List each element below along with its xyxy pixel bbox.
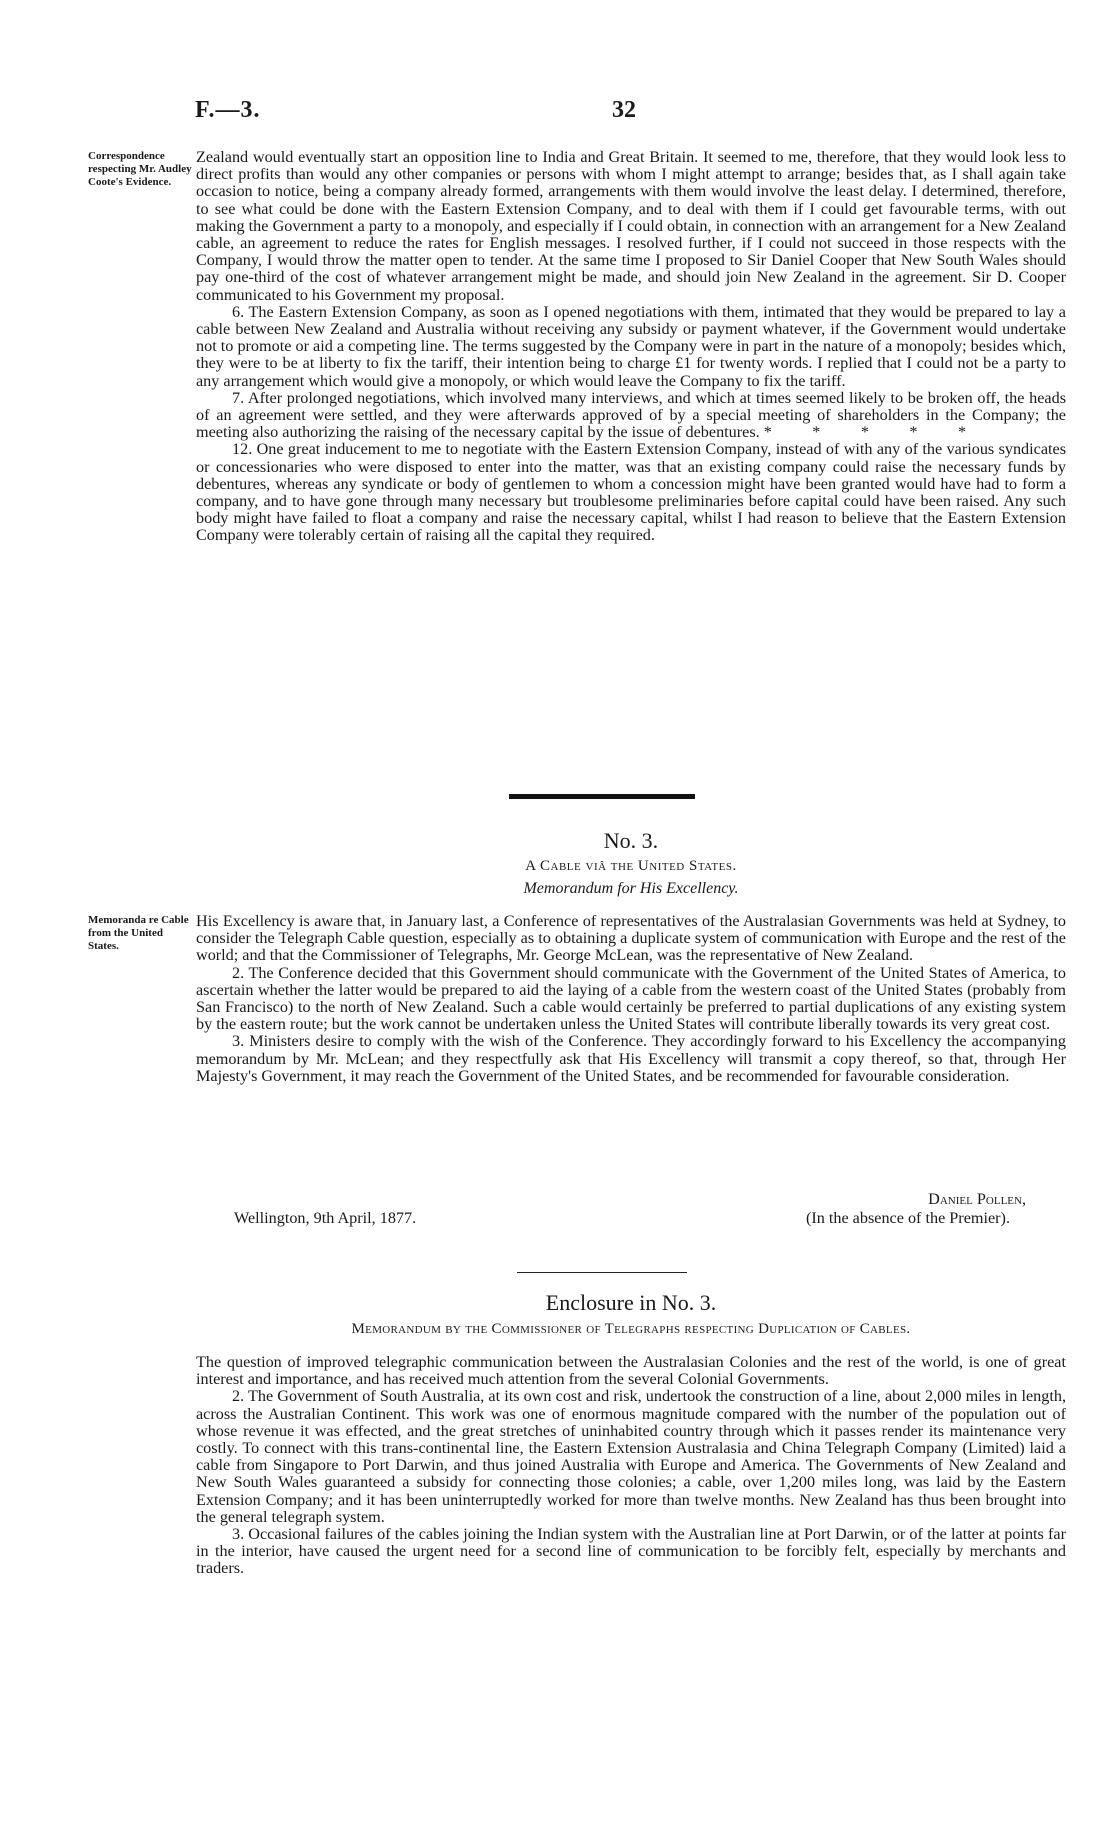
paragraph-7-text: 7. After prolonged negotiations, which involved many interviews, and which at times seemed likely to be broken off, the heads of an agreement were settled, and they were afterwards approved of by a special meeting of shareholders in the Company; the meeting also authorizing the raising of the necessary capital by the issue of debentures.	[196, 388, 1066, 442]
page-header	[0, 97, 1114, 127]
enclosure-paragraph-3: 3. Occasional failures of the cables joining the Indian system with the Australian line at Port Darwin, or of the latter at points far in the interior, have caused the urgent need for a second line of communication to be forcibly felt, especially by merchants and traders.	[196, 1525, 1066, 1578]
section-divider	[509, 794, 695, 799]
memorandum-heading: Memorandum for His Excellency.	[523, 880, 739, 897]
section-memorandum	[196, 913, 1066, 1085]
signature-name-line	[196, 1191, 1066, 1209]
page-number: 32	[612, 97, 636, 123]
memo-paragraph-1: His Excellency is aware that, in January last, a Conference of representatives of the Australasian Governments was held at Sydney, to consider the Telegraph Cable question, especially as to obtaining a duplicate system of communication with Europe and the rest of the world; and that the Commissioner of Telegraphs, Mr. George McLean, was the representative of New Zealand.	[196, 912, 1066, 965]
memo-paragraph-3: 3. Ministers desire to comply with the wish of the Conference. They accordingly forward to his Excellency the accompanying memorandum by Mr. McLean; and they respectfully ask that His Excellency will transmit a copy thereof, so that, through Her Majesty's Government, it may reach the Government of the United States, and be recommended for favourable consideration.	[196, 1032, 1066, 1085]
signature-date-line	[196, 1210, 1066, 1228]
enclosure-divider	[517, 1272, 687, 1273]
signatory-name: Daniel Pollen,	[928, 1190, 1026, 1208]
signatory-role: (In the absence of the Premier).	[805, 1209, 1010, 1227]
section-enclosure	[196, 1354, 1066, 1578]
paper-reference: F.—3.	[195, 97, 261, 123]
paragraph-7	[196, 390, 1066, 442]
paragraph-12: 12. One great inducement to me to negotiate with the Eastern Extension Company, instead of with any of the various syndicates or concessionaries who were disposed to enter into the matter, was that an existing company could raise the necessary funds by debentures, whereas any syndicate or body of gentlemen to whom a concession might have been granted would have had to form a company, and to have gone through many necessary but troublesome preliminaries before capital could have been raised. Any such body might have failed to float a company and raise the necessary capital, whilst I had reason to believe that the Eastern Extension Company were tolerably certain of raising all the capital they required.	[196, 440, 1066, 545]
margin-note-us-cable: Memoranda re Cable from the United States.	[88, 914, 189, 952]
section-correspondence	[196, 149, 1066, 545]
place-date: Wellington, 9th April, 1877.	[234, 1209, 417, 1227]
enclosure-paragraph-2: 2. The Government of South Australia, at its own cost and risk, undertook the construction of a line, about 2,000 miles in length, across the Australian Continent. This work was one of enormous magnitude compared with the number of the population out of whose revenue it was effected, and the great stretches of uninhabited country through which it passes render its maintenance very costly. To connect with this trans-continental line, the Eastern Extension Australasia and China Telegraph Company (Limited) laid a cable from Singapore to Port Darwin, and thus joined Australia with Europe and America. The Governments of New Zealand and New South Wales guaranteed a subsidy for connecting those colonies; a cable, over 1,200 miles long, was laid by the Eastern Extension Company; and it has been uninterruptedly worked for more than twelve months. New Zealand has thus been brought into the general telegraph system.	[196, 1387, 1066, 1526]
enclosure-title: Enclosure in No. 3.	[545, 1290, 717, 1315]
memo-paragraph-2: 2. The Conference decided that this Government should communicate with the Government of the United States of America, to ascertain whether the latter would be prepared to aid the laying of a cable from the western coast of the United States (probably from San Francisco) to the north of New Zealand. Such a cable would certainly be preferred to partial duplications of any existing system by the eastern route; but the work cannot be undertaken unless the United States will contribute liberally towards its very great cost.	[196, 963, 1066, 1034]
paragraph-6: 6. The Eastern Extension Company, as soon as I opened negotiations with them, intimated that they would be prepared to lay a cable between New Zealand and Australia without receiving any subsidy or payment whatever, if the Government would undertake not to promote or aid a competing line. The terms suggested by the Company were in part in the nature of a monopoly; besides which, they were to be at liberty to fix the tariff, their intention being to charge £1 for twenty words. I replied that I could not be a party to any arrangement which would give a monopoly, or which would leave the Company to fix the tariff.	[196, 302, 1066, 390]
margin-note-coote: Correspondence respecting Mr. Audley Coote's Evidence.	[88, 150, 192, 188]
ellipsis-stars: * * * * *	[763, 423, 967, 442]
enclosure-paragraph-1: The question of improved telegraphic communication between the Australasian Colonies and the rest of the world, is one of great interest and importance, and has received much attention from the several Colonial Governments.	[196, 1353, 1066, 1389]
paragraph-continued: Zealand would eventually start an opposition line to India and Great Britain. It seemed to me, therefore, that they would look less to direct profits than would any other companies or persons with whom I might attempt to arrange; besides that, as I shall again take occasion to notice, being a company already formed, arrangements with them would involve the least delay. I determined, therefore, to see what could be done with the Eastern Extension Company, and to deal with them if I could get favourable terms, with out making the Government a party to a monopoly, and especially if I could obtain, in connection with an arrangement for a New Zealand cable, an agreement to reduce the rates for English messages. I resolved further, if I could not succeed in those respects with the Company, I would throw the matter open to tender. At the same time I proposed to Sir Daniel Cooper that New South Wales should pay one-third of the cost of whatever arrangement might be made, and should join New Zealand in the agreement. Sir D. Cooper communicated to his Government my proposal.	[196, 148, 1066, 304]
enclosure-subtitle: Memorandum by the Commissioner of Telegraphs respecting Duplication of Cables.	[351, 1321, 911, 1337]
document-number-title: No. 3.	[603, 828, 659, 853]
document-subtitle: A Cable viâ the United States.	[525, 858, 737, 874]
